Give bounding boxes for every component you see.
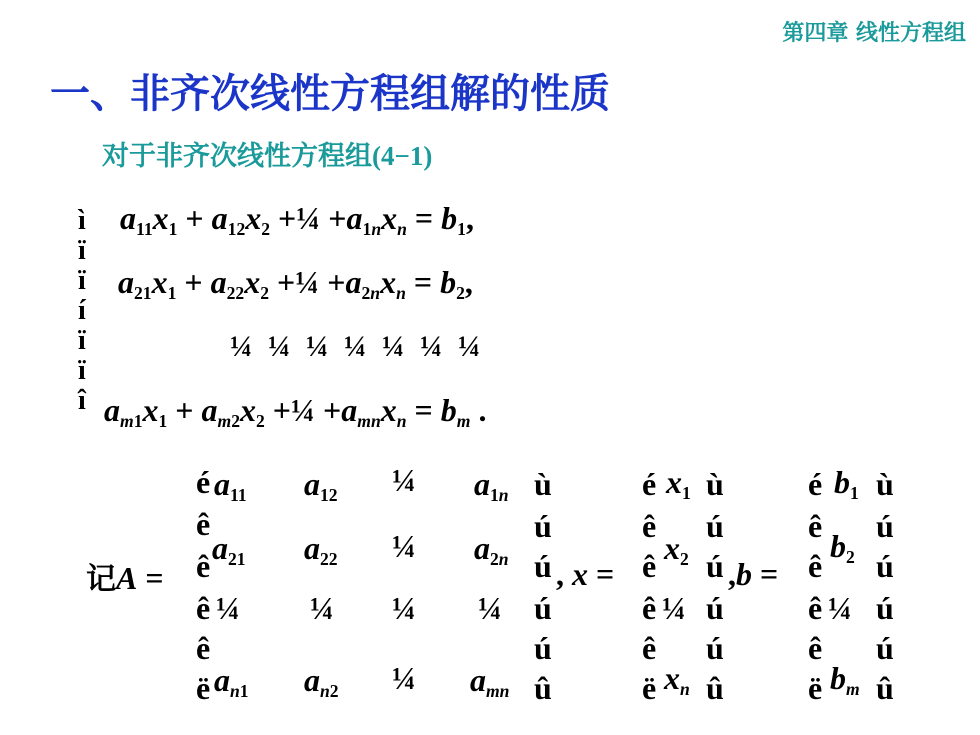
matrix-A-r3c1: ¼ bbox=[216, 590, 240, 626]
x-bracket-left-6: ë bbox=[642, 670, 657, 706]
b-bracket-right-1: ù bbox=[876, 466, 894, 502]
matrix-A-bracket-right-4: ú bbox=[534, 590, 552, 626]
x-bracket-right-1: ù bbox=[706, 466, 724, 502]
matrix-A-bracket-right-3: ú bbox=[534, 548, 552, 584]
matrix-A-bracket-left-1: é bbox=[196, 464, 211, 500]
matrix-A-r2c2: $a_{22}$ bbox=[304, 530, 338, 570]
b-bracket-right-5: ú bbox=[876, 630, 894, 666]
b-vec-ellipsis: ¼ bbox=[828, 590, 852, 626]
matrix-label: 记A = bbox=[86, 560, 164, 597]
b-vec-2: $b_2$ bbox=[830, 528, 855, 568]
x-vector-label: , x = bbox=[556, 556, 615, 592]
matrix-A-bracket-right-2: ú bbox=[534, 508, 552, 544]
x-bracket-right-6: û bbox=[706, 670, 724, 706]
chapter-header: 第四章 线性方程组 bbox=[782, 21, 966, 46]
b-bracket-right-4: ú bbox=[876, 590, 894, 626]
matrix-A-r1c2: $a_{12}$ bbox=[304, 466, 338, 506]
matrix-A-r1c3: ¼ bbox=[392, 462, 416, 498]
x-bracket-left-1: é bbox=[642, 466, 657, 502]
b-bracket-left-6: ë bbox=[808, 670, 823, 706]
x-bracket-right-4: ú bbox=[706, 590, 724, 626]
x-bracket-right-3: ú bbox=[706, 548, 724, 584]
b-bracket-right-2: ú bbox=[876, 508, 894, 544]
x-bracket-right-5: ú bbox=[706, 630, 724, 666]
section-title: 一、非齐次线性方程组解的性质 bbox=[50, 71, 610, 117]
matrix-A-rnc1: $a_{n1}$ bbox=[214, 662, 249, 702]
equation-ellipsis-row: ¼ ¼ ¼ ¼ ¼ ¼ ¼ bbox=[230, 330, 485, 363]
equation-row-m: $a_{m1}x_1 + a_{m2}x_2$ +¼ $+a_{mn}x_n = b_m$ . bbox=[104, 392, 487, 432]
x-vec-n: $x_n$ bbox=[664, 660, 690, 700]
x-bracket-left-4: ê bbox=[642, 590, 657, 626]
matrix-A-r1cn: $a_{1n}$ bbox=[474, 466, 509, 506]
matrix-A-r2c1: $a_{21}$ bbox=[212, 530, 246, 570]
matrix-A-bracket-left-5: ê bbox=[196, 630, 211, 666]
matrix-A-rnc3: ¼ bbox=[392, 660, 416, 696]
subtitle-text: 对于非齐次线性方程组 bbox=[102, 141, 372, 172]
matrix-A-bracket-right-5: ú bbox=[534, 630, 552, 666]
b-bracket-left-1: é bbox=[808, 466, 823, 502]
subtitle bbox=[102, 134, 432, 173]
b-bracket-left-4: ê bbox=[808, 590, 823, 626]
matrix-A-bracket-left-2: ê bbox=[196, 506, 211, 542]
x-vec-2: $x_2$ bbox=[664, 530, 689, 570]
b-bracket-left-5: ê bbox=[808, 630, 823, 666]
left-brace-glyphs: ì ï ï í ï ï î bbox=[78, 205, 86, 416]
matrix-A-r1c1: $a_{11}$ bbox=[214, 466, 247, 506]
matrix-A-bracket-right-1: ù bbox=[534, 466, 552, 502]
x-vec-1: $x_1$ bbox=[666, 464, 691, 504]
matrix-A-bracket-left-3: ê bbox=[196, 548, 211, 584]
b-bracket-left-2: ê bbox=[808, 508, 823, 544]
b-bracket-right-6: û bbox=[876, 670, 894, 706]
matrix-A-bracket-right-6: û bbox=[534, 670, 552, 706]
x-bracket-left-2: ê bbox=[642, 508, 657, 544]
b-vec-1: $b_1$ bbox=[834, 464, 859, 504]
x-bracket-left-5: ê bbox=[642, 630, 657, 666]
matrix-A-rncn: $a_{mn}$ bbox=[470, 662, 510, 702]
x-bracket-right-2: ú bbox=[706, 508, 724, 544]
equation-ref: (4−1) bbox=[372, 141, 433, 171]
matrix-A-rnc2: $a_{n2}$ bbox=[304, 662, 339, 702]
matrix-A-r3c2: ¼ bbox=[310, 590, 334, 626]
b-vec-m: $b_m$ bbox=[830, 660, 860, 700]
b-bracket-left-3: ê bbox=[808, 548, 823, 584]
matrix-A-r3cn: ¼ bbox=[478, 590, 502, 626]
matrix-A-r2c3: ¼ bbox=[392, 528, 416, 564]
matrix-A-r3c3: ¼ bbox=[392, 590, 416, 626]
x-vec-ellipsis: ¼ bbox=[662, 590, 686, 626]
matrix-A-bracket-left-4: ê bbox=[196, 590, 211, 626]
b-vector-label: ,b = bbox=[728, 556, 779, 592]
x-bracket-left-3: ê bbox=[642, 548, 657, 584]
b-bracket-right-3: ú bbox=[876, 548, 894, 584]
equation-row-1: $a_{11}x_1 + a_{12}x_2$ +¼ $+a_{1n}x_n = b_1$, bbox=[120, 200, 474, 240]
matrix-A-r2cn: $a_{2n}$ bbox=[474, 530, 509, 570]
matrix-A-bracket-left-6: ë bbox=[196, 670, 211, 706]
equation-row-2: $a_{21}x_1 + a_{22}x_2$ +¼ $+a_{2n}x_n = b_2$, bbox=[118, 264, 473, 304]
